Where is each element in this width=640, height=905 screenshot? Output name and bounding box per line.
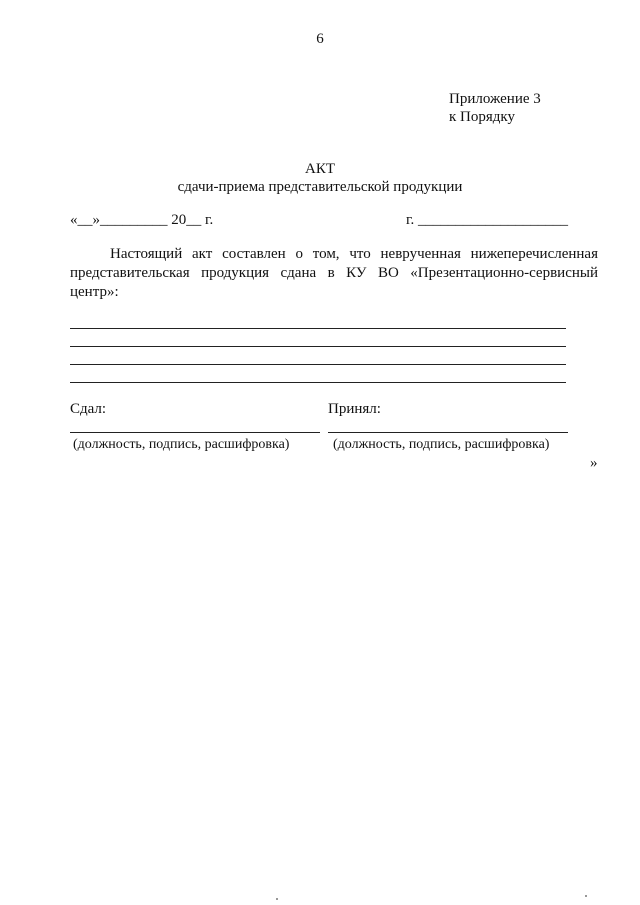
date-field: «__»_________ 20__ г. xyxy=(70,212,214,228)
scan-speck xyxy=(585,895,587,897)
gave-label: Сдал: xyxy=(70,401,107,417)
received-signature-line xyxy=(328,432,568,433)
appendix-line-2: к Порядку xyxy=(449,109,515,125)
gave-signature-line xyxy=(70,432,320,433)
act-title: АКТ xyxy=(305,161,335,177)
page-number: 6 xyxy=(316,31,324,47)
product-list-line xyxy=(70,346,566,347)
received-label: Принял: xyxy=(328,401,381,417)
appendix-line-1: Приложение 3 xyxy=(449,91,541,107)
received-signature-caption: (должность, подпись, расшифровка) xyxy=(333,437,550,452)
city-field: г. ____________________ xyxy=(406,212,568,228)
gave-signature-caption: (должность, подпись, расшифровка) xyxy=(73,437,290,452)
appendix-reference xyxy=(449,90,541,126)
product-list-line xyxy=(70,382,566,383)
product-list-line xyxy=(70,364,566,365)
product-list-line xyxy=(70,328,566,329)
act-body-text: Настоящий акт составлен о том, что неврученная нижеперечисленная представительская продукция сдана в КУ ВО «Презентационно-сервисный центр»: xyxy=(70,246,598,300)
closing-quote: » xyxy=(590,455,598,471)
scan-speck xyxy=(276,898,278,900)
act-subtitle: сдачи-приема представительской продукции xyxy=(177,179,463,195)
